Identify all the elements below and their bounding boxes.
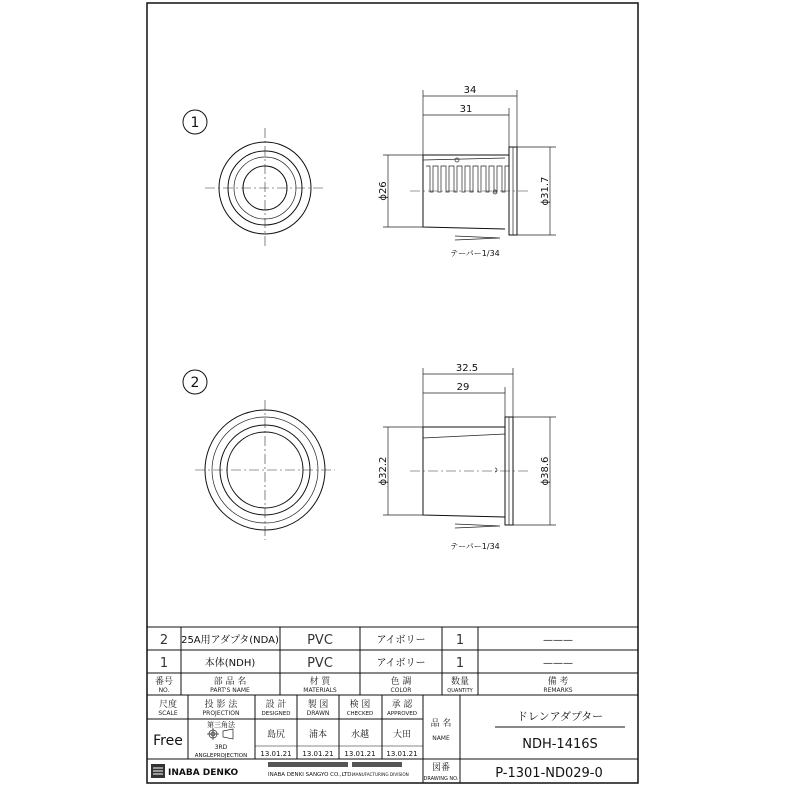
svg-text:DESIGNED: DESIGNED (261, 711, 291, 717)
svg-text:数量: 数量 (450, 677, 470, 687)
dim-flange-diameter: ϕ38.6 (540, 456, 551, 486)
drawn-by: 浦本 (308, 730, 328, 740)
svg-text:APPROVED: APPROVED (387, 711, 417, 717)
dim-body-diameter: ϕ32.2 (378, 456, 389, 486)
company-name: INABA DENKI SANGYO CO.,LTD. (268, 772, 354, 778)
part-color: アイボリー (376, 635, 426, 646)
checked-by: 水越 (350, 730, 370, 740)
svg-text:色 調: 色 調 (390, 677, 412, 687)
part-remarks: ——— (543, 658, 573, 669)
third-angle-projection-icon (207, 728, 233, 740)
designed-by: 島尻 (266, 730, 286, 740)
product-name: ドレンアダプター (516, 710, 604, 723)
front-view-2 (195, 400, 335, 540)
svg-text:MATERIALS: MATERIALS (303, 687, 337, 694)
svg-text:DRAWN: DRAWN (306, 710, 330, 717)
taper-note: テーパー1/34 (450, 542, 500, 551)
company-logo-text: INABA DENKO (168, 768, 239, 778)
projection-cell (195, 720, 248, 759)
view-1 (183, 85, 556, 258)
svg-text:投 影 法: 投 影 法 (204, 700, 238, 710)
dim-body-length: 31 (459, 104, 473, 115)
part-quantity: 1 (455, 656, 465, 671)
part-name: 25A用アダプタ(NDA) (181, 635, 279, 646)
dim-body-diameter: ϕ26 (378, 181, 389, 201)
svg-text:部 品 名: 部 品 名 (213, 677, 247, 687)
svg-text:PART'S NAME: PART'S NAME (210, 687, 250, 694)
approved-date: 13.01.21 (386, 750, 418, 758)
dim-body-length: 29 (456, 382, 470, 393)
title-block-headers (158, 698, 417, 717)
side-view-2 (378, 363, 556, 551)
parts-header (155, 675, 573, 694)
svg-text:検 図: 検 図 (349, 700, 371, 710)
company-block (151, 762, 409, 778)
product-code: NDH-1416S (522, 737, 598, 752)
view-number: 1 (190, 115, 200, 131)
svg-text:備 考: 備 考 (547, 677, 569, 687)
part-color: アイボリー (376, 658, 426, 669)
svg-text:ANGLEPROJECTION: ANGLEPROJECTION (194, 753, 248, 759)
svg-text:設 計: 設 計 (265, 700, 287, 710)
dim-flange-diameter: ϕ31.7 (540, 176, 551, 206)
part-no: 1 (159, 656, 169, 671)
svg-text:第三角法: 第三角法 (207, 721, 235, 729)
part-remarks: ——— (543, 635, 573, 646)
svg-text:製 図: 製 図 (307, 700, 329, 710)
side-view-1 (378, 85, 556, 258)
company-division: MANUFACTURING DIVISION (352, 772, 409, 777)
dim-total-length: 32.5 (455, 363, 479, 374)
svg-text:CHECKED: CHECKED (346, 711, 374, 717)
drawing-no-label-en: DRAWING NO. (423, 776, 459, 782)
svg-text:NO.: NO. (158, 687, 170, 694)
svg-text:PROJECTION: PROJECTION (202, 710, 240, 717)
name-label-en: NAME (432, 735, 450, 742)
drawn-date: 13.01.21 (302, 750, 334, 758)
svg-text:承 認: 承 認 (391, 700, 413, 710)
svg-text:番号: 番号 (154, 677, 174, 687)
svg-text:材 質: 材 質 (309, 677, 331, 687)
scale-value: Free (153, 733, 183, 749)
dim-total-length: 34 (463, 85, 477, 96)
parts-row-1 (160, 656, 573, 671)
svg-text:REMARKS: REMARKS (543, 687, 573, 694)
front-view-1 (205, 128, 325, 248)
parts-row-2 (160, 633, 573, 648)
part-quantity: 1 (455, 633, 465, 648)
name-label: 品 名 (430, 719, 452, 729)
taper-note: テーパー1/34 (450, 249, 500, 258)
drawing-number: P-1301-ND029-0 (495, 766, 603, 781)
checked-date: 13.01.21 (344, 750, 376, 758)
view-number: 2 (190, 375, 200, 391)
view-2 (183, 363, 556, 551)
svg-text:COLOR: COLOR (390, 687, 412, 694)
svg-text:SCALE: SCALE (158, 710, 178, 717)
approved-by: 大田 (392, 730, 412, 740)
part-material: PVC (307, 656, 333, 671)
part-no: 2 (159, 633, 169, 648)
part-name: 本体(NDH) (204, 658, 256, 669)
svg-text:QUANTITY: QUANTITY (447, 688, 473, 694)
part-material: PVC (307, 633, 333, 648)
designed-date: 13.01.21 (260, 750, 292, 758)
svg-text:3RD: 3RD (214, 744, 228, 751)
drawing-no-label: 図番 (431, 763, 451, 773)
svg-text:尺度: 尺度 (158, 700, 178, 710)
